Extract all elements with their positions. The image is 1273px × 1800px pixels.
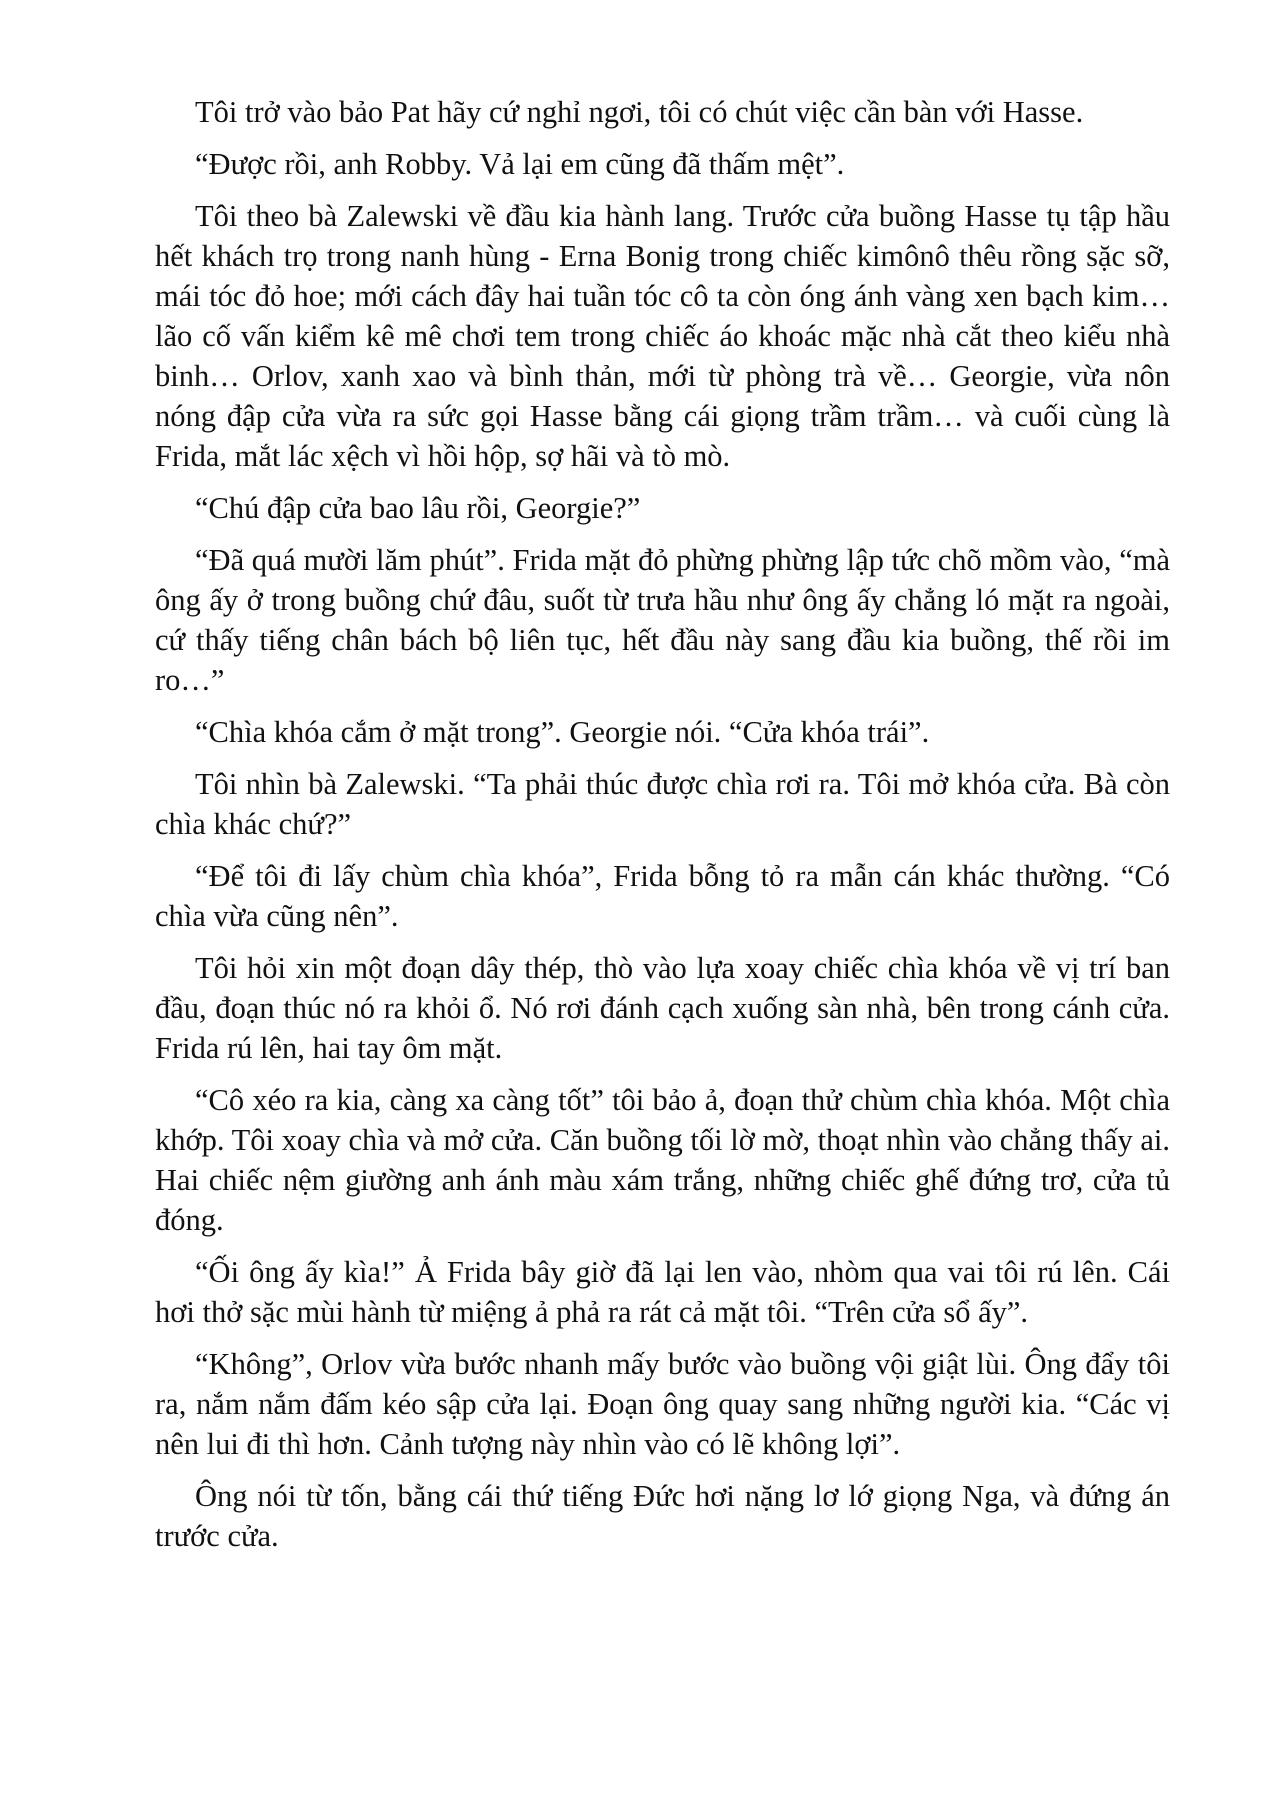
paragraph-6: “Chìa khóa cắm ở mặt trong”. Georgie nói. “Cửa khóa trái”. <box>195 715 930 749</box>
paragraph-12: “Không”, Orlov vừa bước nhanh mấy bước vào buồng vội giật lùi. Ông đẩy tôi ra, nắm nắm đấm kéo sập cửa lại. Đoạn ông quay sang những người kia. “Các vị nên lui đi thì hơn. Cảnh tượng này nhìn vào có lẽ không lợi”. <box>155 1347 1170 1461</box>
paragraph-9: Tôi hỏi xin một đoạn dây thép, thò vào lựa xoay chiếc chìa khóa về vị trí ban đầu, đoạn thúc nó ra khỏi ổ. Nó rơi đánh cạch xuống sàn nhà, bên trong cánh cửa. Frida rú lên, hai tay ôm mặt. <box>155 951 1170 1065</box>
paragraph-5: “Đã quá mười lăm phút”. Frida mặt đỏ phừng phừng lập tức chõ mồm vào, “mà ông ấy ở trong buồng chứ đâu, suốt từ trưa hầu như ông ấy chẳng ló mặt ra ngoài, cứ thấy tiếng chân bách bộ liên tục, hết đầu này sang đầu kia buồng, thế rồi im ro…” <box>155 543 1170 697</box>
paragraph-4: “Chú đập cửa bao lâu rồi, Georgie?” <box>195 491 641 525</box>
paragraph-13: Ông nói từ tốn, bằng cái thứ tiếng Đức hơi nặng lơ lớ giọng Nga, và đứng án trước cửa. <box>155 1479 1170 1553</box>
paragraph-7: Tôi nhìn bà Zalewski. “Ta phải thúc được chìa rơi ra. Tôi mở khóa cửa. Bà còn chìa khác chứ?” <box>155 767 1170 841</box>
document-page <box>155 92 1170 1568</box>
paragraph-3: Tôi theo bà Zalewski về đầu kia hành lang. Trước cửa buồng Hasse tụ tập hầu hết khách trọ trong nanh hùng - Erna Bonig trong chiếc kimônô thêu rồng sặc sỡ, mái tóc đỏ hoe; mới cách đây hai tuần tóc cô ta còn óng ánh vàng xen bạch kim… lão cố vấn kiểm kê mê chơi tem trong chiếc áo khoác mặc nhà cắt theo kiểu nhà binh… Orlov, xanh xao và bình thản, mới từ phòng trà về… Georgie, vừa nôn nóng đập cửa vừa ra sức gọi Hasse bằng cái giọng trầm trầm… và cuối cùng là Frida, mắt lác xệch vì hồi hộp, sợ hãi và tò mò. <box>155 199 1170 473</box>
paragraph-2: “Được rồi, anh Robby. Vả lại em cũng đã thấm mệt”. <box>195 147 845 181</box>
paragraph-11: “Ối ông ấy kìa!” Ả Frida bây giờ đã lại len vào, nhòm qua vai tôi rú lên. Cái hơi thở sặc mùi hành từ miệng ả phả ra rát cả mặt tôi. “Trên cửa sổ ấy”. <box>155 1255 1170 1329</box>
paragraph-8: “Để tôi đi lấy chùm chìa khóa”, Frida bỗng tỏ ra mẫn cán khác thường. “Có chìa vừa cũng nên”. <box>155 859 1170 933</box>
paragraph-10: “Cô xéo ra kia, càng xa càng tốt” tôi bảo ả, đoạn thử chùm chìa khóa. Một chìa khớp. Tôi xoay chìa và mở cửa. Căn buồng tối lờ mờ, thoạt nhìn vào chẳng thấy ai. Hai chiếc nệm giường anh ánh màu xám trắng, những chiếc ghế đứng trơ, cửa tủ đóng. <box>155 1083 1170 1237</box>
paragraph-1: Tôi trở vào bảo Pat hãy cứ nghỉ ngơi, tôi có chút việc cần bàn với Hasse. <box>195 95 1084 129</box>
